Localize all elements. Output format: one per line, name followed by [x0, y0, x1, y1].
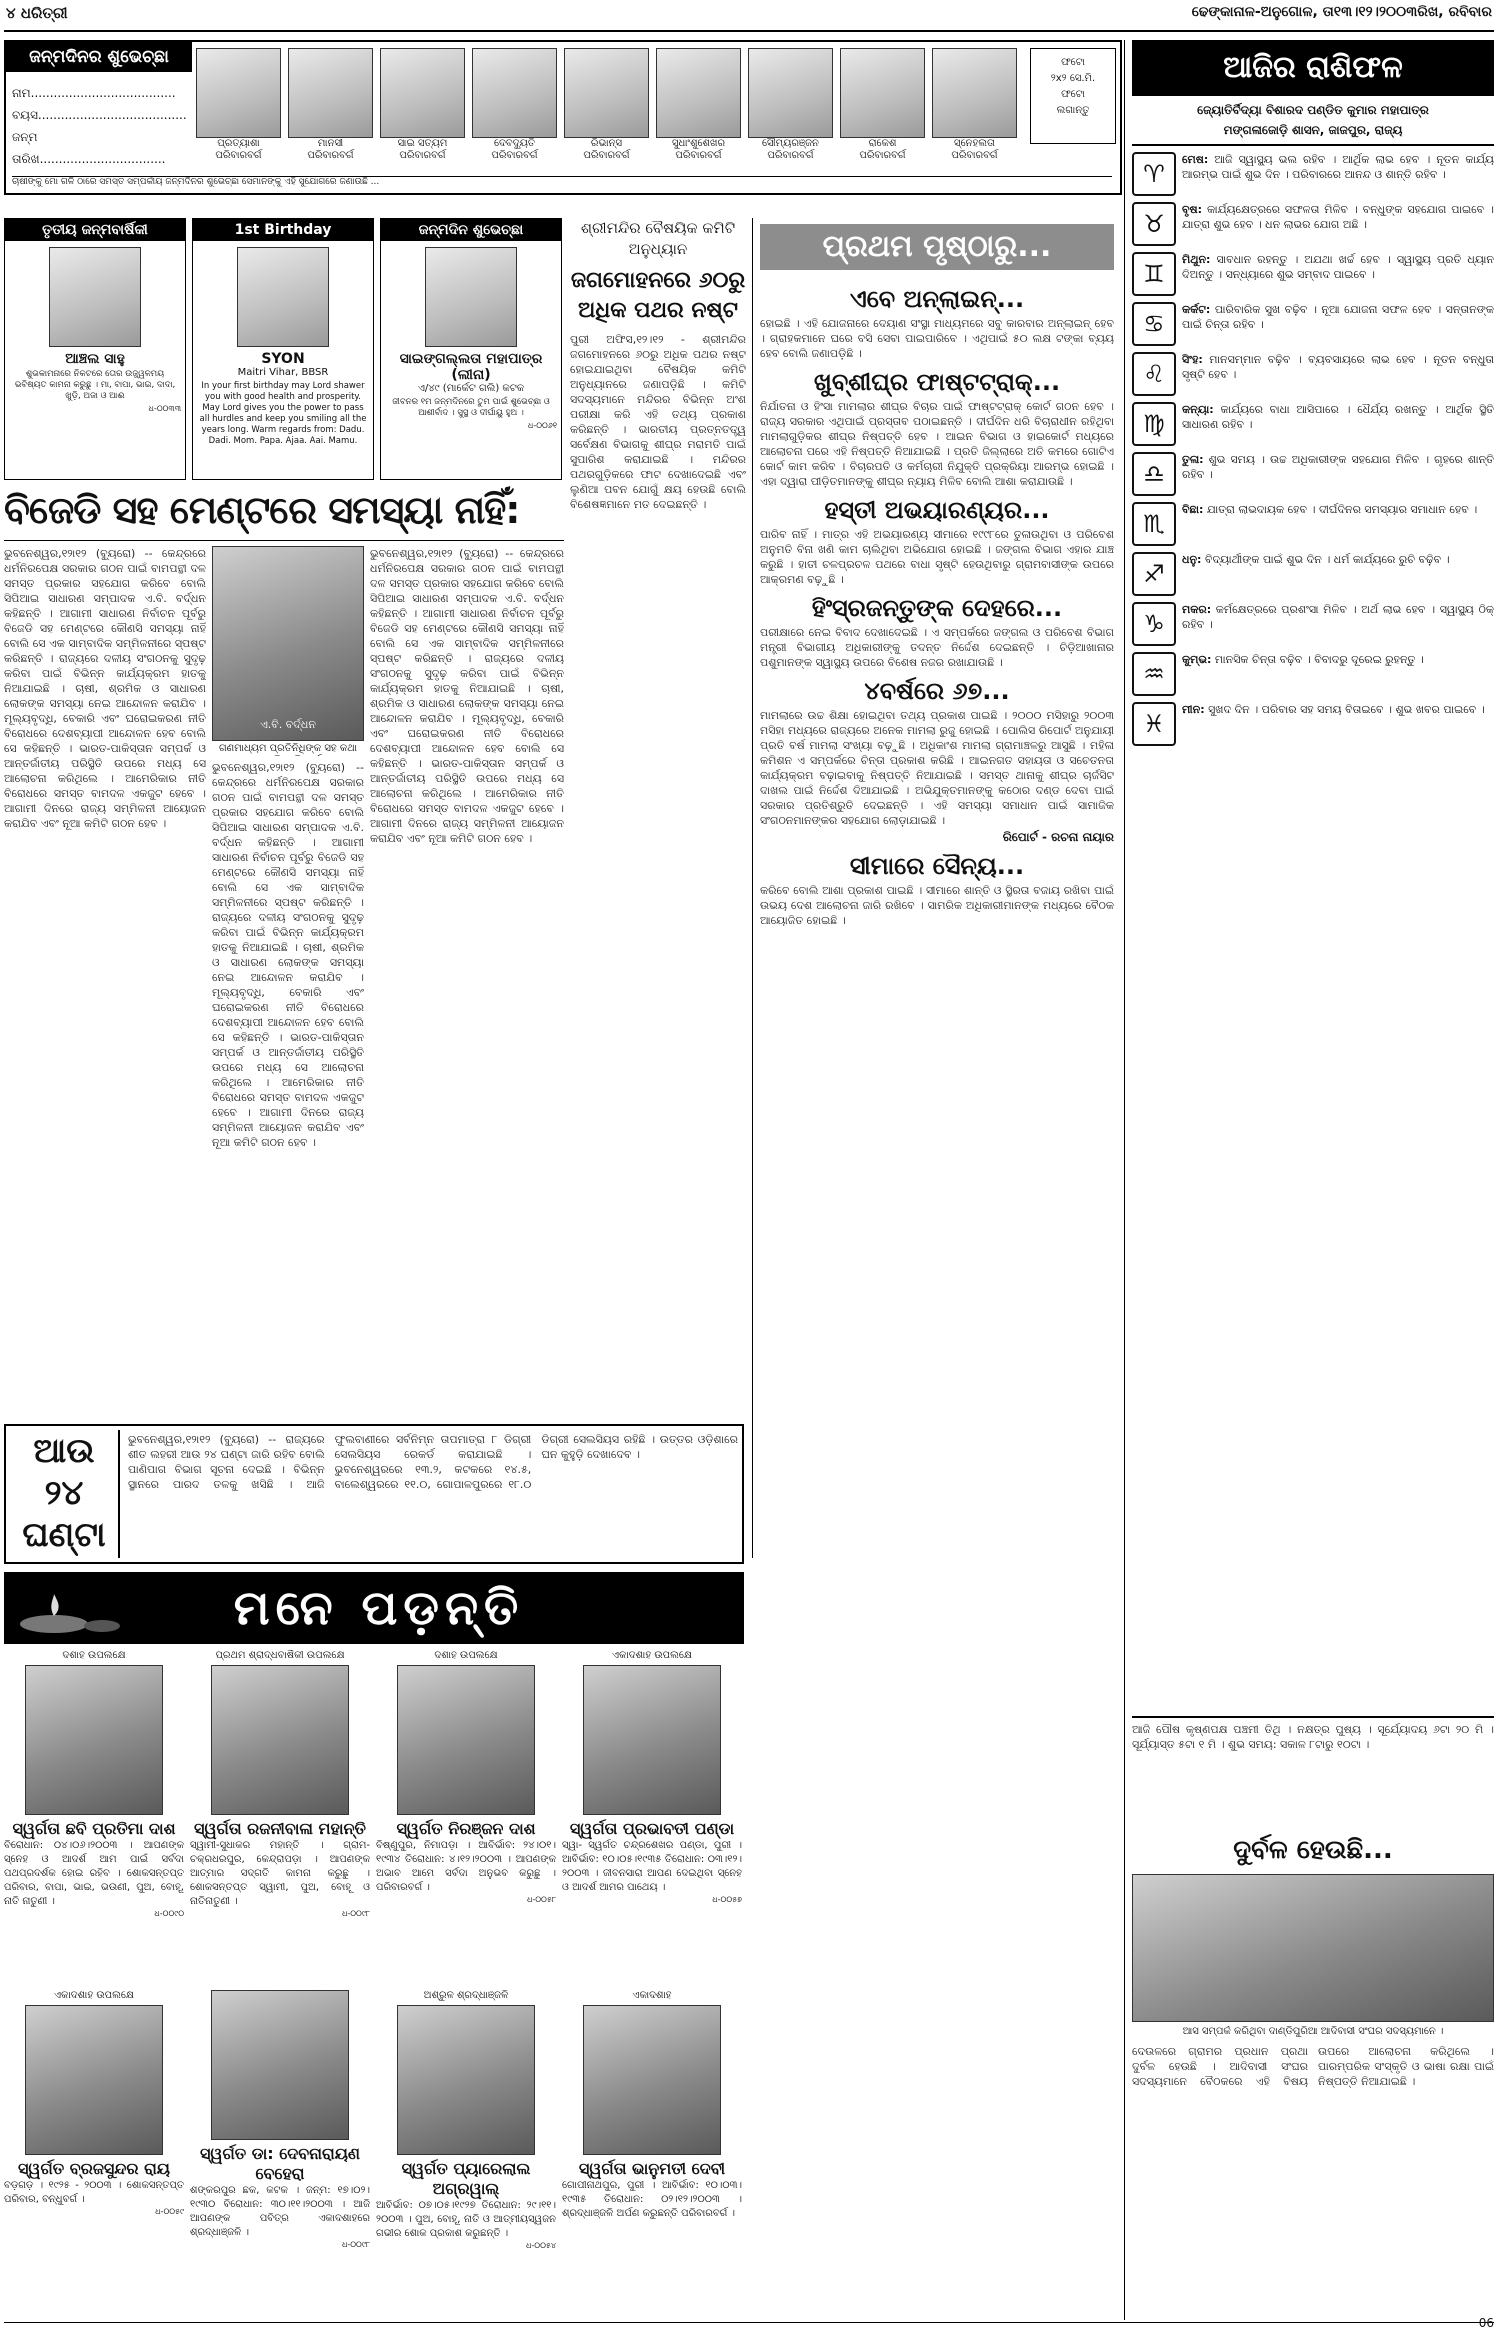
obituary-code: ଧ-୦୦୫୪: [525, 2241, 556, 2250]
small-ad-photo: [49, 247, 141, 347]
child-photo: [196, 48, 281, 138]
child-from: ପରିବାରବର୍ଗ: [951, 150, 998, 161]
form-line-age: ବୟସ.......................................: [12, 108, 187, 122]
main-photo-wrap: [212, 546, 364, 756]
obituary-name: ସ୍ୱର୍ଗତ ପ୍ୟାରେଲାଲ ଅଗ୍ରୱାଲ୍: [401, 2159, 531, 2198]
small-ad-photo: [425, 247, 517, 347]
obituary-code: ଧ-୦୦୫୮: [526, 1895, 556, 1904]
small-ad-text: In your first birthday may Lord shawer you with good health and prosperity. May Lord gives you the power to pass all hurdles and keep you smiling all the years long. Warm regards from: Dadu. Dadi. Mom. Papa. Ajaa. Aai. Mamu.: [199, 381, 367, 446]
obituary-grid: [4, 1650, 744, 2320]
obituary-code: ଧ-୦୦୯୮: [341, 1909, 370, 1918]
small-ad-title: ଜନ୍ମଦିନ ଶୁଭେଚ୍ଛା: [381, 219, 561, 241]
small-ad-title: 1st Birthday: [193, 219, 373, 241]
zodiac-row: [1132, 502, 1494, 546]
zodiac-10-icon: ♑: [1132, 602, 1176, 646]
zodiac-text: [1182, 702, 1485, 746]
child-photo: [288, 48, 373, 138]
obituary-name: ସ୍ୱର୍ଗତ ଡା: ଦେବନାରାୟଣ ବେହେରା: [199, 2144, 361, 2183]
zodiac-row: [1132, 252, 1494, 296]
durbala-body: ଦେଉଳରେ ଗ୍ରାମର ପ୍ରଧାନ ପ୍ରଥା ଦୁର୍ବଳ ହେଉଛି । ଆଦିବାସୀ ସଂଘର ସଦସ୍ୟମାନେ ବୈଠକରେ ଏହି ବିଷୟ ଉପରେ ଆଲୋଚନା କରିଥିଲେ । ପାରମ୍ପରିକ ସଂସ୍କୃତି ଓ ଭାଷା ରକ୍ଷା ପାଇଁ ନିଷ୍ପତ୍ତି ନିଆଯାଇଛି ।: [1132, 2045, 1494, 2088]
zodiac-text: [1182, 302, 1494, 346]
prathama-headline: ହିଂସ୍ରଜନ୍ତୁଙ୍କ ଦେହରେ...: [811, 594, 1063, 622]
child-photo: [840, 48, 925, 138]
main-body-col2: [212, 760, 364, 1416]
obituary-name: ସ୍ୱର୍ଗତା ଭାନୁମତୀ ଦେବୀ: [578, 2159, 726, 2178]
zodiac-name: ବୃଷ:: [1182, 203, 1203, 216]
obituary-body: ସ୍ୱା- ସ୍ୱର୍ଗତ ଚନ୍ଦ୍ରଶେଖର ପଣ୍ଡା, ପୁରୀ । ଆବିର୍ଭାବ: ୧୦।୦୫।୧୯୩୫ ତିରୋଧାନ: ୦୩।୧୨।୨୦୦୩ । ଜୀବନସାରା ଆପଣ ଦେଇଥିବା ସ୍ନେହ ଓ ଆଦର୍ଶ ଆମର ପାଥେୟ ।: [562, 1840, 742, 1893]
temple-body: ପୁରୀ ଅଫିସ,୧୨।୧୨ - ଶ୍ରୀମନ୍ଦିର ଜଗମୋହନରେ ୬୦ରୁ ଅଧିକ ପଥର ନଷ୍ଟ ହୋଇଯାଇଥିବା ବୈଷୟିକ କମିଟି ଅନୁଧ୍ୟାନରେ ଜଣାପଡ଼ିଛି । କମିଟି ସଦସ୍ୟମାନେ ମନ୍ଦିରର ବିଭିନ୍ନ ଅଂଶ ପରୀକ୍ଷା କରି ଏହି ତଥ୍ୟ ପ୍ରକାଶ କରିଛନ୍ତି । ଭାରତୀୟ ପ୍ରତ୍ନତତ୍ତ୍ୱ ସର୍ବେକ୍ଷଣ ବିଭାଗକୁ ଶୀଘ୍ର ମରାମତି ପାଇଁ ସୁପାରିଶ କରାଯାଇଛି । ମନ୍ଦିରର ପଥରଗୁଡ଼ିକରେ ଫାଟ ଦେଖାଦେଇଛି ଏବଂ ଲୁଣିଆ ପବନ ଯୋଗୁଁ କ୍ଷୟ ହେଉଛି ବୋଲି ବିଶେଷଜ୍ଞମାନେ ମତ ଦେଇଛନ୍ତି ।: [570, 333, 746, 511]
obituary-body: ସ୍ୱାମୀ-ସୁଧାକର ମହାନ୍ତି । ଗ୍ରାମ-ଚକ୍ରଧରପୁର, କେନ୍ଦ୍ରାପଡ଼ା । ଆପଣଙ୍କ ଆତ୍ମାର ସଦ୍‌ଗତି କାମନା କରୁଛୁ । ଶୋକସନ୍ତପ୍ତ ସ୍ୱାମୀ, ପୁଅ, ବୋହୂ ଓ ନାତିନାତୁଣୀ ।: [190, 1840, 370, 1907]
obituary: [376, 1990, 556, 2320]
zodiac-row: [1132, 202, 1494, 246]
zodiac-text: [1182, 602, 1494, 646]
obituary: [4, 1990, 184, 2320]
child-photo: [656, 48, 741, 138]
zodiac-forecast: ପାରିବାରିକ ସୁଖ ବଢ଼ିବ । ନୂଆ ଯୋଜନା ସଫଳ ହେବ । ସନ୍ତାନଙ୍କ ପାଇଁ ଚିନ୍ତା ରହିବ ।: [1182, 303, 1494, 331]
prathama-body: ମାମଲାରେ ଉଚ୍ଚ ଶିକ୍ଷା ହୋଇଥିବା ତଥ୍ୟ ପ୍ରକାଶ ପାଇଛି । ୨୦୦୦ ମସିହାରୁ ୨୦୦୩ ମସିହା ମଧ୍ୟରେ ରାଜ୍ୟରେ ଅନେକ ମାମଲା ରୁଜୁ ହୋଇଛି । ପୋଲିସ ରିପୋର୍ଟ ଅନୁଯାୟୀ ପ୍ରତି ବର୍ଷ ମାମଲା ସଂଖ୍ୟା ବଢ଼ୁଛି । ଅଧିକାଂଶ ମାମଲା ଗ୍ରାମାଞ୍ଚଳରୁ ଆସୁଛି । ମହିଳା କମିଶନ ଏ ସମ୍ପର୍କରେ ଚିନ୍ତା ପ୍ରକାଶ କରିଛି । ଆଇନଗତ ସହାୟତା ଓ ସଚେତନତା କାର୍ଯ୍ୟକ୍ରମ ବଢ଼ାଇବାକୁ ନିଷ୍ପତ୍ତି ନିଆଯାଇଛି । ସମସ୍ତ ଥାନାକୁ ଶୀଘ୍ର ଚାର୍ଜସିଟ ଦାଖଲ ପାଇଁ ନିର୍ଦ୍ଦେଶ ଦିଆଯାଇଛି । ଅଭିଯୁକ୍ତମାନଙ୍କୁ କଠୋର ଦଣ୍ଡ ଦେବା ପାଇଁ ସରକାର ପ୍ରତିଶ୍ରୁତି ଦେଇଛନ୍ତି । ଏହି ସମସ୍ୟା ସମାଧାନ ପାଇଁ ସାମାଜିକ ସଂଗଠନମାନଙ୍କର ସହଯୋଗ ଲୋଡ଼ାଯାଇଛି ।: [760, 709, 1114, 827]
child-photo: [380, 48, 465, 138]
main-body-2: ଭୁବନେଶ୍ୱର,୧୨ା୧୨ (ବ୍ୟୁରୋ) -- କେନ୍ଦ୍ରରେ ଧର୍ମନିରପେକ୍ଷ ସରକାର ଗଠନ ପାଇଁ ବାମପନ୍ଥୀ ଦଳ ସମସ୍ତ ପ୍ରକାର ସହଯୋଗ କରିବେ ବୋଲି ସିପିଆଇ ସାଧାରଣ ସମ୍ପାଦକ ଏ.ବି. ବର୍ଦ୍ଧନ କହିଛନ୍ତି । ଆଗାମୀ ସାଧାରଣ ନିର୍ବାଚନ ପୂର୍ବରୁ ବିଜେଡି ସହ ମେଣ୍ଟରେ କୌଣସି ସମସ୍ୟା ନାହିଁ ବୋଲି ସେ ଏକ ସାମ୍ବାଦିକ ସମ୍ମିଳନୀରେ ସ୍ପଷ୍ଟ କରିଛନ୍ତି । ରାଜ୍ୟରେ ଦଳୀୟ ସଂଗଠନକୁ ସୁଦୃଢ଼ କରିବା ପାଇଁ ବିଭିନ୍ନ କାର୍ଯ୍ୟକ୍ରମ ହାତକୁ ନିଆଯାଇଛି । ଚାଷୀ, ଶ୍ରମିକ ଓ ସାଧାରଣ ଲୋକଙ୍କ ସମସ୍ୟା ନେଇ ଆନ୍ଦୋଳନ କରାଯିବ । ମୂଲ୍ୟବୃଦ୍ଧି, ବେକାରି ଏବଂ ଘରୋଇକରଣ ନୀତି ବିରୋଧରେ ଦେଶବ୍ୟାପୀ ଆନ୍ଦୋଳନ ହେବ ବୋଲି ସେ କହିଛନ୍ତି । ଭାରତ-ପାକିସ୍ତାନ ସମ୍ପର୍କ ଓ ଆନ୍ତର୍ଜାତୀୟ ପରିସ୍ଥିତି ଉପରେ ମଧ୍ୟ ସେ ଆଲୋଚନା କରିଥିଲେ । ଆମେରିକାର ନୀତି ବିରୋଧରେ ସମସ୍ତ ବାମଦଳ ଏକଜୁଟ ହେବେ । ଆଗାମୀ ଦିନରେ ରାଜ୍ୟ ସମ୍ମିଳନୀ ଆୟୋଜନ କରାଯିବ ଏବଂ ନୂଆ କମିଟି ଗଠନ ହେବ ।: [212, 761, 364, 1149]
obituary-photo: [397, 2005, 535, 2155]
birthday-child: [288, 48, 373, 173]
child-name: ରିଭାନ୍ସ: [590, 138, 623, 149]
zodiac-text: [1182, 452, 1494, 496]
obituary-photo: [583, 2005, 721, 2155]
child-from: ପରିବାରବର୍ଗ: [859, 150, 906, 161]
temple-story: [570, 218, 746, 1088]
zodiac-text: [1182, 202, 1494, 246]
prathama-body: ହୋଇଛି । ଏହି ଯୋଜନାରେ ଦେୟାଣ ସଂସ୍ଥା ମାଧ୍ୟମରେ ସବୁ କାରବାର ଅନ୍‌ଲାଇନ୍ ହେବ । ଗ୍ରାହକମାନେ ଘରେ ବସି ସେବା ପାଇପାରିବେ । ଏଥିପାଇଁ ୫୦ ଲକ୍ଷ ଟଙ୍କା ବ୍ୟୟ ହେବ ବୋଲି ଜଣାପଡ଼ିଛି ।: [760, 317, 1114, 360]
small-ad: [192, 218, 374, 480]
obituary: [562, 1650, 742, 1984]
prathama-headline: ଏବେ ଅନ୍‌ଲାଇନ୍...: [849, 285, 1025, 313]
right-col-divider: [1124, 40, 1125, 2320]
zodiac-forecast: ସୁଖଦ ଦିନ । ପରିବାର ସହ ସମୟ ବିତାଇବେ । ଶୁଭ ଖବର ପାଇବେ ।: [1208, 703, 1485, 716]
obituary: [4, 1650, 184, 1984]
zodiac-forecast: ସାବଧାନ ରହନ୍ତୁ । ଅଯଥା ଖର୍ଚ୍ଚ ହେବ । ସ୍ୱାସ୍ଥ୍ୟ ପ୍ରତି ଧ୍ୟାନ ଦିଅନ୍ତୁ । ସନ୍ଧ୍ୟାରେ ଶୁଭ ସମ୍ବାଦ ପାଇବେ ।: [1182, 253, 1494, 281]
form-line-date: ଜନ୍ମ ତାରିଖ.................................: [12, 130, 166, 166]
headline-rule: [4, 540, 564, 541]
rashifala-footer: ଆଜି ପୌଷ କୃଷ୍ଣପକ୍ଷ ପଞ୍ଚମୀ ତିଥି । ନକ୍ଷତ୍ର ପୁଷ୍ୟ । ସୂର୍ଯ୍ୟୋଦୟ ୬ଟା ୨୦ ମି । ସୂର୍ଯ୍ୟାସ୍ତ ୫ଟା ୧ ମି । ଶୁଭ ସମୟ: ସକାଳ ୮ଟାରୁ ୧୦ଟା ।: [1132, 1716, 1494, 1826]
page-number: 06: [1478, 2316, 1494, 2330]
rashifala-title: ଆଜିର ରାଶିଫଳ: [1132, 40, 1494, 96]
zodiac-name: ମିଥୁନ:: [1182, 253, 1211, 266]
durbala-photo-caption: ଆସ ସମ୍ପର୍କ କରିଥିବା ଦାଣ୍ଡିପୁରିଆ ଆଦିବାସୀ ସଂଘର ସଦସ୍ୟମାନେ ।: [1182, 2026, 1444, 2037]
obituary-name: ସ୍ୱର୍ଗତ ନିରଞ୍ଜନ ଦାଶ: [396, 1819, 536, 1838]
zodiac-list: [1132, 152, 1494, 1712]
child-photo: [748, 48, 833, 138]
astrologer-name: ଜ୍ୟୋତିର୍ବିଦ୍ୟା ବିଶାରଦ ପଣ୍ଡିତ କୁମାର ମହାପାତ୍ର: [1197, 103, 1429, 117]
obituary-occasion: ଏକାଦଶାହ: [632, 1990, 672, 2001]
main-photo-caption: ଗଣମାଧ୍ୟମ ପ୍ରତିନିଧିଙ୍କ ସହ କଥା: [218, 743, 358, 754]
birthday-child: [840, 48, 925, 173]
prathama-headline: ହସ୍ତୀ ଅଭୟାରଣ୍ୟର...: [824, 496, 1050, 524]
obituary-photo: [25, 1665, 163, 1815]
zodiac-row: [1132, 352, 1494, 396]
zodiac-forecast: କର୍ମକ୍ଷେତ୍ରରେ ପ୍ରଶଂସା ମିଳିବ । ଅର୍ଥ ଲାଭ ହେବ । ସ୍ୱାସ୍ଥ୍ୟ ଠିକ୍ ରହିବ ।: [1182, 603, 1494, 631]
zodiac-text: [1182, 152, 1494, 196]
zodiac-9-icon: ♐: [1132, 552, 1176, 596]
zodiac-forecast: କାର୍ଯ୍ୟକ୍ଷେତ୍ରରେ ସଫଳତା ମିଳିବ । ବନ୍ଧୁଙ୍କ ସହଯୋଗ ପାଇବେ । ଯାତ୍ରା ଶୁଭ ହେବ । ଧନ ଲାଭର ଯୋଗ ଅଛି ।: [1182, 203, 1494, 231]
small-ad-photo: [237, 247, 329, 347]
lamp-icon: [14, 1594, 124, 1634]
small-ad: [380, 218, 562, 480]
zodiac-row: [1132, 152, 1494, 196]
child-name: ସୌମ୍ୟରଞ୍ଜନ: [762, 138, 819, 149]
zodiac-text: [1182, 352, 1494, 396]
zodiac-name: ଧନୁ:: [1182, 553, 1202, 566]
zodiac-forecast: ବିଦ୍ୟାର୍ଥୀଙ୍କ ପାଇଁ ଶୁଭ ଦିନ । ଧର୍ମ କାର୍ଯ୍ୟରେ ରୁଚି ବଢ଼ିବ ।: [1204, 553, 1450, 566]
zodiac-7-icon: ♎: [1132, 452, 1176, 496]
obituary-code: ଧ-୦୦୯୦: [154, 1909, 184, 1918]
birthday-child: [564, 48, 649, 173]
zodiac-8-icon: ♏: [1132, 502, 1176, 546]
col-divider: [752, 218, 753, 1558]
child-photo: [932, 48, 1017, 138]
obituary-name: ସ୍ୱର୍ଗତା ରଜନୀବାଳା ମହାନ୍ତି: [194, 1819, 366, 1838]
zodiac-forecast: କାର୍ଯ୍ୟରେ ବାଧା ଆସିପାରେ । ଧୈର୍ଯ୍ୟ ରଖନ୍ତୁ । ଆର୍ଥିକ ସ୍ଥିତି ସାଧାରଣ ରହିବ ।: [1182, 403, 1494, 431]
child-name: ସ୍ନେହଲତା: [954, 138, 995, 149]
obituary-name: ସ୍ୱର୍ଗତ ବ୍ରଜସୁନ୍ଦର ରାୟ: [18, 2159, 170, 2178]
prathama-body: ପାରିବ ନାହିଁ । ମାତ୍ର ଏହି ଅଭୟାରଣ୍ୟ ସୀମାରେ ୧୯୯୮ରେ ତୁଳାଉଥିବା ଓ ପରିବେଶ ଅନୁମତି ବିନା ଖଣି କାମ ଚାଲିଥିବା ଅଭିଯୋଗ ହୋଇଛି । ଜଙ୍ଗଲ ବିଭାଗ ଏହାର ଯାଞ୍ଚ କରୁଛି । ହାତୀ ଚଳପ୍ରଚଳ ପଥରେ ବାଧା ସୃଷ୍ଟି ହେଉଥିବାରୁ ଗ୍ରାମବାସୀଙ୍କ ଉପରେ ଆକ୍ରମଣ ବଢ଼ୁଛି ।: [760, 528, 1114, 586]
obituary-occasion: ଦଶାହ ଉପଲକ୍ଷେ: [434, 1650, 498, 1661]
small-ad-code: ଧ-୦୦୬୧: [527, 421, 557, 430]
obituary-code: ଧ-୦୦୫୭: [712, 1895, 742, 1904]
obituary-photo: [583, 1665, 721, 1815]
zodiac-forecast: ଶୁଭ ସମୟ । ଉଚ୍ଚ ଅଧିକାରୀଙ୍କ ସହଯୋଗ ମିଳିବ । ଗୃହରେ ଶାନ୍ତି ରହିବ ।: [1182, 453, 1494, 481]
astrologer-address: ମଙ୍ଗଳାଜୋଡ଼ି ଶାସନ, ଜାଜପୁର, ରାଜ୍ୟ: [1223, 123, 1403, 137]
zodiac-name: କନ୍ୟା:: [1182, 403, 1214, 416]
obituary-occasion: ଏକାଦଶାହ ଉପଲକ୍ଷେ: [54, 1990, 134, 2001]
small-ad-place: ଏ/୪୯ (ମାର୍କେଟ ଗଲି) କଟକ: [417, 383, 525, 394]
prathama-body: କରିବେ ବୋଲି ଆଶା ପ୍ରକାଶ ପାଇଛି । ସୀମାରେ ଶାନ୍ତି ଓ ସ୍ଥିରତା ବଜାୟ ରଖିବା ପାଇଁ ଉଭୟ ଦେଶ ଆଲୋଚନା ଜାରି ରଖିବେ । ସାମରିକ ଅଧିକାରୀମାନଙ୍କ ମଧ୍ୟରେ ବୈଠକ ଆୟୋଜିତ ହୋଇଛି ।: [760, 884, 1114, 927]
birthday-child: [472, 48, 557, 173]
cold-box-label: ଆଉ ୨୪ ଘଣ୍ଟା: [10, 1430, 120, 1558]
obituary-photo: [25, 2005, 163, 2155]
astrologer-block: [1132, 100, 1494, 146]
child-photo: [472, 48, 557, 138]
dateline: ଢେଙ୍କାନାଳ-ଅନୁଗୋଳ, ତା୧୩।୧୨।୨୦୦୩ରିଖ, ରବିବାର: [1191, 4, 1492, 20]
prathama-stories: [760, 278, 1114, 2318]
temple-kicker: ଶ୍ରୀମନ୍ଦିର ବୈଷୟିକ କମିଟି ଅନୁଧ୍ୟାନ: [580, 219, 736, 258]
prathama-banner: ପ୍ରଥମ ପୃଷ୍ଠାରୁ...: [760, 224, 1114, 270]
zodiac-12-icon: ♓: [1132, 702, 1176, 746]
zodiac-name: କର୍କଟ:: [1182, 303, 1211, 316]
zodiac-row: [1132, 402, 1494, 446]
birthday-child: [748, 48, 833, 173]
birthday-banner: [4, 40, 1122, 195]
child-from: ପରିବାରବର୍ଗ: [675, 150, 722, 161]
zodiac-text: [1182, 402, 1494, 446]
zodiac-forecast: ମାନସମ୍ମାନ ବଢ଼ିବ । ବ୍ୟବସାୟରେ ଲାଭ ହେବ । ନୂତନ ବନ୍ଧୁତା ସୃଷ୍ଟି ହେବ ।: [1182, 353, 1494, 381]
zodiac-5-icon: ♌: [1132, 352, 1176, 396]
child-from: ପରିବାରବର୍ଗ: [491, 150, 538, 161]
zodiac-row: [1132, 702, 1494, 746]
obituary-photo: [211, 1665, 349, 1815]
small-ad-title: ତୃତୀୟ ଜନ୍ମବାର୍ଷିକୀ: [5, 219, 185, 241]
zodiac-name: ମେଷ:: [1182, 153, 1209, 166]
obituary-body: ଗୋପୀନାଥପୁର, ପୁରୀ । ଆବିର୍ଭାବ: ୧୦।୦୩।୧୯୩୫ ତିରୋଧାନ: ୦୨।୧୨।୨୦୦୩ । ଶ୍ରଦ୍ଧାଞ୍ଜଳି ଅର୍ପଣ କରୁଛନ୍ତି ପରିବାରବର୍ଗ ।: [562, 2180, 742, 2219]
photo-size-box: ଫଟୋ ୨x୨ ସେ.ମି. ଫଟୋ ଲଗାନ୍ତୁ: [1030, 48, 1116, 144]
obituary-body: ବିରୋଧାନ: ୦୪।୦୬।୨୦୦୩ । ଆପଣଙ୍କ ସ୍ନେହ ଓ ଆଦର୍ଶ ଆମ ପାଇଁ ସର୍ବଦା ପଥପ୍ରଦର୍ଶକ ହୋଇ ରହିବ । ଶୋକସନ୍ତପ୍ତ ପରିବାର, ବାପା, ଭାଇ, ଭଉଣୀ, ପୁଅ, ବୋହୂ, ନାତି ନାତୁଣୀ ।: [4, 1840, 184, 1907]
main-body-col3: [370, 546, 564, 1416]
small-ad-name: SYON: [261, 351, 305, 367]
zodiac-row: [1132, 452, 1494, 496]
zodiac-row: [1132, 302, 1494, 346]
mane-padanti-title: ମନେ ପଡ଼ନ୍ତି: [233, 1580, 525, 1636]
obituary-code: ଧ-୦୦୯୮: [341, 2240, 370, 2249]
vardhan-photo: [212, 546, 364, 741]
birthday-title: ଜନ୍ମଦିନର ଶୁଭେଚ୍ଛା: [6, 42, 192, 72]
cold-box-body: ଭୁବନେଶ୍ୱର,୧୨ା୧୨ (ବ୍ୟୁରୋ) -- ରାଜ୍ୟରେ ଶୀତ ଲହରୀ ଆଉ ୨୪ ଘଣ୍ଟା ଜାରି ରହିବ ବୋଲି ପାଣିପାଗ ବିଭାଗ ସୂଚନା ଦେଇଛି । ବିଭିନ୍ନ ସ୍ଥାନରେ ପାରଦ ତଳକୁ ଖସିଛି । ଆଜି ଫୁଲବାଣୀରେ ସର୍ବନିମ୍ନ ତାପମାତ୍ରା ୮ ଡିଗ୍ରୀ ସେଲସିୟସ ରେକର୍ଡ କରାଯାଇଛି । ଭୁବନେଶ୍ୱରରେ ୧୩.୨, କଟକରେ ୧୪.୫, ବାଲେଶ୍ୱରରେ ୧୧.୦, ଗୋପାଳପୁରରେ ୧୮.୦ ଡିଗ୍ରୀ ସେଲସିୟସ ରହିଛି । ଉତ୍ତର ଓଡ଼ିଶାରେ ଘନ କୁହୁଡ଼ି ଦେଖାଦେବ ।: [128, 1433, 738, 1491]
child-from: ପରିବାରବର୍ଗ: [215, 150, 262, 161]
birthday-note: ଚାଷୀଙ୍କୁ ମୋ ଗଳି ଠାରେ ସମସ୍ତ ସମ୍ପର୍କୀୟ ଜନ୍ମଦିନର ଶୁଭେଚ୍ଛା ସେମାନଙ୍କୁ ଏହି ସୁଯୋଗରେ ଜଣାଉଛି ...: [12, 176, 1112, 192]
zodiac-4-icon: ♋: [1132, 302, 1176, 346]
zodiac-6-icon: ♍: [1132, 402, 1176, 446]
zodiac-row: [1132, 552, 1494, 596]
durbala-headline: ଦୁର୍ବଳ ହେଉଛି...: [1233, 1835, 1393, 1865]
obituary-photo: [397, 1665, 535, 1815]
obituary: [190, 1650, 370, 1984]
header-rule: [4, 30, 1494, 32]
prathama-body: ପରୀକ୍ଷାରେ ନେଇ ବିବାଦ ଦେଖାଦେଇଛି । ଏ ସମ୍ପର୍କରେ ଜଙ୍ଗଲ ଓ ପରିବେଶ ବିଭାଗ ମନ୍ତ୍ରୀ ବିଭାଗୀୟ ଅଧିକାରୀଙ୍କୁ ତଦନ୍ତ ନିର୍ଦ୍ଦେଶ ଦେଇଛନ୍ତି । ଚିଡ଼ିଆଖାନାର ପଶୁମାନଙ୍କ ସ୍ୱାସ୍ଥ୍ୟ ଉପରେ ବିଶେଷ ନଜର ରଖାଯାଉଛି ।: [760, 626, 1114, 669]
zodiac-row: [1132, 652, 1494, 696]
zodiac-2-icon: ♉: [1132, 202, 1176, 246]
obituary-occasion: ଦଶାହ ଉପଲକ୍ଷେ: [62, 1650, 126, 1661]
small-ad-name: ସାଇଙ୍ଗଲ୍ଲତା ମହାପାତ୍ର (ଲୀନା): [399, 351, 543, 383]
prathama-headline: ସୀମାରେ ସୈନ୍ୟ...: [849, 852, 1025, 880]
main-body-1: ଭୁବନେଶ୍ୱର,୧୨ା୧୨ (ବ୍ୟୁରୋ) -- କେନ୍ଦ୍ରରେ ଧର୍ମନିରପେକ୍ଷ ସରକାର ଗଠନ ପାଇଁ ବାମପନ୍ଥୀ ଦଳ ସମସ୍ତ ପ୍ରକାର ସହଯୋଗ କରିବେ ବୋଲି ସିପିଆଇ ସାଧାରଣ ସମ୍ପାଦକ ଏ.ବି. ବର୍ଦ୍ଧନ କହିଛନ୍ତି । ଆଗାମୀ ସାଧାରଣ ନିର୍ବାଚନ ପୂର୍ବରୁ ବିଜେଡି ସହ ମେଣ୍ଟରେ କୌଣସି ସମସ୍ୟା ନାହିଁ ବୋଲି ସେ ଏକ ସାମ୍ବାଦିକ ସମ୍ମିଳନୀରେ ସ୍ପଷ୍ଟ କରିଛନ୍ତି । ରାଜ୍ୟରେ ଦଳୀୟ ସଂଗଠନକୁ ସୁଦୃଢ଼ କରିବା ପାଇଁ ବିଭିନ୍ନ କାର୍ଯ୍ୟକ୍ରମ ହାତକୁ ନିଆଯାଇଛି । ଚାଷୀ, ଶ୍ରମିକ ଓ ସାଧାରଣ ଲୋକଙ୍କ ସମସ୍ୟା ନେଇ ଆନ୍ଦୋଳନ କରାଯିବ । ମୂଲ୍ୟବୃଦ୍ଧି, ବେକାରି ଏବଂ ଘରୋଇକରଣ ନୀତି ବିରୋଧରେ ଦେଶବ୍ୟାପୀ ଆନ୍ଦୋଳନ ହେବ ବୋଲି ସେ କହିଛନ୍ତି । ଭାରତ-ପାକିସ୍ତାନ ସମ୍ପର୍କ ଓ ଆନ୍ତର୍ଜାତୀୟ ପରିସ୍ଥିତି ଉପରେ ମଧ୍ୟ ସେ ଆଲୋଚନା କରିଥିଲେ । ଆମେରିକାର ନୀତି ବିରୋଧରେ ସମସ୍ତ ବାମଦଳ ଏକଜୁଟ ହେବେ । ଆଗାମୀ ଦିନରେ ରାଜ୍ୟ ସମ୍ମିଳନୀ ଆୟୋଜନ କରାଯିବ ଏବଂ ନୂଆ କମିଟି ଗଠନ ହେବ ।: [4, 547, 206, 830]
zodiac-name: ମକର:: [1182, 603, 1212, 616]
child-name: ମାନସୀ: [317, 138, 344, 149]
meeting-photo: [1132, 1874, 1494, 2022]
small-ad-place: Maitri Vihar, BBSR: [237, 367, 329, 378]
zodiac-name: ତୁଳା:: [1182, 453, 1204, 466]
zodiac-row: [1132, 602, 1494, 646]
child-name: ଦେବଦ୍ୟୁତି: [494, 138, 535, 149]
birthday-child: [196, 48, 281, 173]
obituary: [562, 1990, 742, 2320]
small-ads-row: [4, 218, 564, 480]
mane-padanti-banner: [4, 1572, 744, 1644]
footer-rule: [4, 2322, 1494, 2323]
zodiac-forecast: ଆଜି ସ୍ୱାସ୍ଥ୍ୟ ଭଲ ରହିବ । ଆର୍ଥିକ ଲାଭ ହେବ । ନୂତନ କାର୍ଯ୍ୟ ଆରମ୍ଭ ପାଇଁ ଶୁଭ ଦିନ । ପରିବାରରେ ଆନନ୍ଦ ଓ ଶାନ୍ତି ରହିବ ।: [1182, 153, 1494, 181]
obituary: [376, 1650, 556, 1984]
zodiac-text: [1182, 652, 1424, 696]
child-from: ପରିବାରବର୍ଗ: [307, 150, 354, 161]
child-from: ପରିବାରବର୍ଗ: [583, 150, 630, 161]
obituary: [190, 1990, 370, 2320]
zodiac-name: ବିଛା:: [1182, 503, 1204, 516]
obituary-occasion: ଏକାଦଶାହ ଉପଲକ୍ଷେ: [612, 1650, 692, 1661]
temple-headline: ଜଗମୋହନରେ ୬୦ରୁ ଅଧିକ ପଥର ନଷ୍ଟ: [570, 268, 746, 323]
prathama-headline: ଖୁବ୍‌ଶୀଘ୍ର ଫାଷ୍ଟଟ୍ରାକ୍...: [813, 368, 1061, 396]
zodiac-name: ସିଂହ:: [1182, 353, 1203, 366]
birthday-form: [12, 82, 192, 177]
child-from: ପରିବାରବର୍ଗ: [767, 150, 814, 161]
birthday-children: [196, 48, 1026, 173]
obituary-name: ସ୍ୱର୍ଗତା ପ୍ରଭାବତୀ ପଣ୍ଡା: [569, 1819, 735, 1838]
small-ad-code: ଧ-୦୦୩୩: [148, 404, 181, 413]
zodiac-text: [1182, 252, 1494, 296]
small-ad: [4, 218, 186, 480]
prathama-byline: ରିପୋର୍ଟ - ରଚନା ନାୟାର: [1002, 830, 1114, 844]
child-name: ସୁଧାଂଶୁଶେଖର: [671, 138, 726, 149]
photo-label: ଏ.ବି. ବର୍ଦ୍ଧନ: [260, 718, 316, 731]
zodiac-3-icon: ♊: [1132, 252, 1176, 296]
obituary-body: ଶଙ୍କରପୁର ଛକ, କଟକ । ଜନ୍ମ: ୧୭।୦୨।୧୯୩୦ ବିରୋଧାନ: ୩୦।୧୧।୨୦୦୩ । ଆଜି ଆପଣଙ୍କ ପବିତ୍ର ଏକାଦଶାହରେ ଶ୍ରଦ୍ଧାଞ୍ଜଳି ।: [190, 2185, 370, 2238]
zodiac-name: କୁମ୍ଭ:: [1182, 653, 1212, 666]
small-ad-text: ଜୀବନର ୧ମ ଜନ୍ମଦିନରେ ତୁମ ପାଇଁ ଶୁଭେଚ୍ଛା ଓ ଆଶୀର୍ବାଦ । ସୁସ୍ଥ ଓ ଦୀର୍ଘାୟୁ ହୁଅ ।: [392, 397, 550, 418]
form-line-name: ନାମ......................................: [12, 86, 176, 100]
prathama-body: ନିର୍ଯାତନା ଓ ହିଂସା ମାମଲାର ଶୀଘ୍ର ବିଚାର ପାଇଁ ଫାଷ୍ଟଟ୍ରାକ୍ କୋର୍ଟ ଗଠନ ହେବ । ରାଜ୍ୟ ସରକାର ଏଥିପାଇଁ ପ୍ରସ୍ତାବ ପଠାଇଛନ୍ତି । ଦୀର୍ଘଦିନ ଧରି ବିଚାରାଧୀନ ରହିଥିବା ମାମଲାଗୁଡ଼ିକର ଶୀଘ୍ର ନିଷ୍ପତ୍ତି ହେବ । ଆଇନ ବିଭାଗ ଓ ହାଇକୋର୍ଟ ମଧ୍ୟରେ ଆଲୋଚନା ପରେ ଏହି ନିଷ୍ପତ୍ତି ନିଆଯାଇଛି । ପ୍ରତି ଜିଲ୍ଲାରେ ଅତି କମରେ ଗୋଟିଏ କୋର୍ଟ କାମ କରିବ । ବିଚାରପତି ଓ କର୍ମଚାରୀ ନିଯୁକ୍ତି ପ୍ରକ୍ରିୟା ଆରମ୍ଭ ହୋଇଛି । ଏହା ଦ୍ୱାରା ପୀଡ଼ିତମାନଙ୍କୁ ଶୀଘ୍ର ନ୍ୟାୟ ମିଳିବ ବୋଲି ଆଶା କରାଯାଉଛି ।: [760, 400, 1114, 488]
obituary-occasion: ଅଶ୍ରୁଳ ଶ୍ରଦ୍ଧାଞ୍ଜଳି: [423, 1990, 509, 2001]
obituary-code: ଧ-୦୦୫୯: [155, 2207, 184, 2216]
child-name: ରାକେଶ: [868, 138, 897, 149]
child-photo: [564, 48, 649, 138]
main-body-col1: [4, 546, 206, 1416]
zodiac-forecast: ମାନସିକ ଚିନ୍ତା ବଢ଼ିବ । ବିବାଦରୁ ଦୂରେଇ ରୁହନ୍ତୁ ।: [1214, 653, 1424, 666]
zodiac-text: [1182, 552, 1450, 596]
birthday-child: [380, 48, 465, 173]
zodiac-11-icon: ♒: [1132, 652, 1176, 696]
prathama-headline: ୪ବର୍ଷରେ ୬୭...: [864, 677, 1010, 705]
zodiac-forecast: ଯାତ୍ରା ଲାଭଦାୟକ ହେବ । ଦୀର୍ଘଦିନର ସମସ୍ୟାର ସମାଧାନ ହେବ ।: [1206, 503, 1478, 516]
child-from: ପରିବାରବର୍ଗ: [399, 150, 446, 161]
obituary-body: ବଡ଼ଗଡ଼ । ୧୯୨୫ - ୨୦୦୩ । ଶୋକସନ୍ତପ୍ତ ପରିବାର, ବନ୍ଧୁବର୍ଗ ।: [4, 2180, 184, 2205]
main-headline: ବିଜେଡି ସହ ମେଣ୍ଟରେ ସମସ୍ୟା ନାହିଁ:: [4, 488, 520, 532]
child-name: ସାଇ ସତ୍ୟମ: [397, 138, 448, 149]
small-ad-name: ଆଞ୍ଚଲ ସାହୁ: [65, 351, 125, 367]
obituary-name: ସ୍ୱର୍ଗତା ଛବି ପ୍ରତିମା ଦାଶ: [12, 1819, 176, 1838]
obituary-body: ବିଷ୍ଣୁପୁର, ନିମାପଡ଼ା । ଆବିର୍ଭାବ: ୨୪।୦୧।୧୯୩୪ ତିରୋଧାନ: ୪।୧୨।୨୦୦୩ । ଆପଣଙ୍କ ଅଭାବ ଆମେ ସର୍ବଦା ଅନୁଭବ କରୁଛୁ । ପରିବାରବର୍ଗ ।: [376, 1840, 556, 1893]
cold-box: [4, 1424, 744, 1564]
page-label: ୪ ଧରିତ୍ରୀ: [6, 4, 68, 22]
zodiac-text: [1182, 502, 1477, 546]
small-ad-text: ଶୁଭକାମନାରେ ନିକଟରେ ତୋର ଉଜ୍ଜ୍ୱଳମୟ ଭବିଷ୍ୟତ କାମନା କରୁଛୁ । ମା, ବାପା, ଭାଇ, ଦାଦା, ଖୁଡ଼ି, ଅଜା ଓ ଆଈ: [14, 369, 176, 401]
birthday-child: [932, 48, 1017, 173]
obituary-body: ଆବିର୍ଭାବ: ୦୭।୦୫।୧୯୨୭ ତିରୋଧାନ: ୨୯।୧୧।୨୦୦୩ । ପୁଅ, ବୋହୂ, ନାତି ଓ ଆତ୍ମୀୟସ୍ୱଜନ ଗଭୀର ଶୋକ ପ୍ରକାଶ କରୁଛନ୍ତି ।: [376, 2200, 556, 2239]
zodiac-name: ମୀନ:: [1182, 703, 1205, 716]
birthday-child: [656, 48, 741, 173]
child-name: ପ୍ରତ୍ୟାଶା: [217, 138, 260, 149]
main-body-3: ଭୁବନେଶ୍ୱର,୧୨ା୧୨ (ବ୍ୟୁରୋ) -- କେନ୍ଦ୍ରରେ ଧର୍ମନିରପେକ୍ଷ ସରକାର ଗଠନ ପାଇଁ ବାମପନ୍ଥୀ ଦଳ ସମସ୍ତ ପ୍ରକାର ସହଯୋଗ କରିବେ ବୋଲି ସିପିଆଇ ସାଧାରଣ ସମ୍ପାଦକ ଏ.ବି. ବର୍ଦ୍ଧନ କହିଛନ୍ତି । ଆଗାମୀ ସାଧାରଣ ନିର୍ବାଚନ ପୂର୍ବରୁ ବିଜେଡି ସହ ମେଣ୍ଟରେ କୌଣସି ସମସ୍ୟା ନାହିଁ ବୋଲି ସେ ଏକ ସାମ୍ବାଦିକ ସମ୍ମିଳନୀରେ ସ୍ପଷ୍ଟ କରିଛନ୍ତି । ରାଜ୍ୟରେ ଦଳୀୟ ସଂଗଠନକୁ ସୁଦୃଢ଼ କରିବା ପାଇଁ ବିଭିନ୍ନ କାର୍ଯ୍ୟକ୍ରମ ହାତକୁ ନିଆଯାଇଛି । ଚାଷୀ, ଶ୍ରମିକ ଓ ସାଧାରଣ ଲୋକଙ୍କ ସମସ୍ୟା ନେଇ ଆନ୍ଦୋଳନ କରାଯିବ । ମୂଲ୍ୟବୃଦ୍ଧି, ବେକାରି ଏବଂ ଘରୋଇକରଣ ନୀତି ବିରୋଧରେ ଦେଶବ୍ୟାପୀ ଆନ୍ଦୋଳନ ହେବ ବୋଲି ସେ କହିଛନ୍ତି । ଭାରତ-ପାକିସ୍ତାନ ସମ୍ପର୍କ ଓ ଆନ୍ତର୍ଜାତୀୟ ପରିସ୍ଥିତି ଉପରେ ମଧ୍ୟ ସେ ଆଲୋଚନା କରିଥିଲେ । ଆମେରିକାର ନୀତି ବିରୋଧରେ ସମସ୍ତ ବାମଦଳ ଏକଜୁଟ ହେବେ । ଆଗାମୀ ଦିନରେ ରାଜ୍ୟ ସମ୍ମିଳନୀ ଆୟୋଜନ କରାଯିବ ଏବଂ ନୂଆ କମିଟି ଗଠନ ହେବ ।: [370, 547, 564, 845]
obituary-occasion: ପ୍ରଥମ ଶ୍ରାଦ୍ଧବାର୍ଷିକୀ ଉପଲକ୍ଷେ: [215, 1650, 345, 1661]
zodiac-1-icon: ♈: [1132, 152, 1176, 196]
obituary-photo: [211, 1990, 349, 2140]
